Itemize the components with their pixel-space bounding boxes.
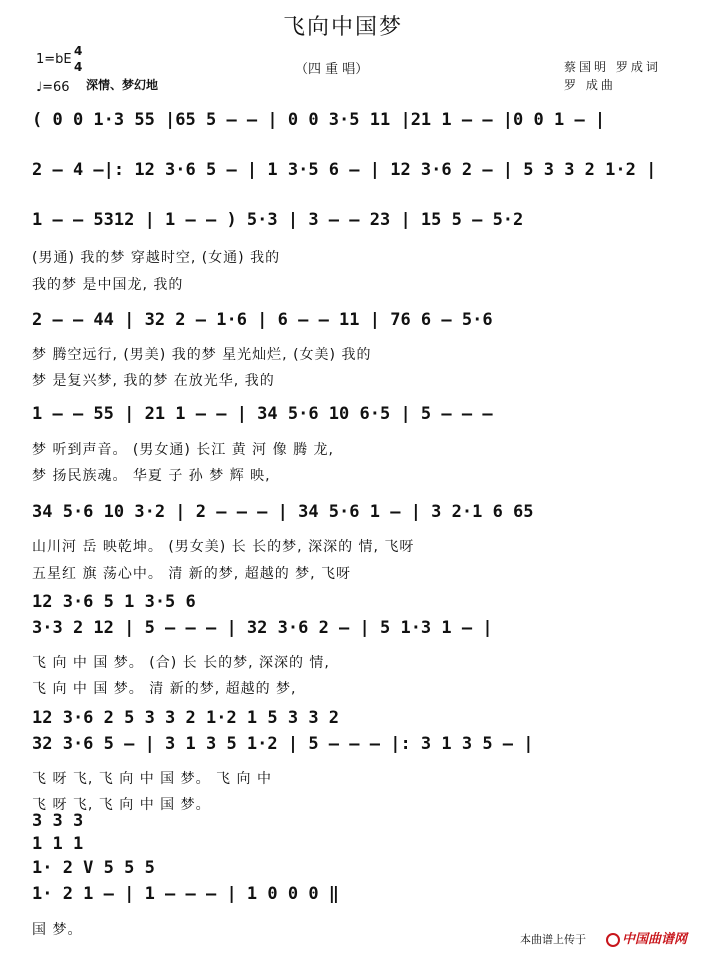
notation-line: 1· 2 V 5 5 5	[32, 858, 155, 878]
song-title: 飞向中国梦	[283, 15, 404, 40]
lyric-line: 梦 是复兴梦, 我的梦 在放光华, 我的	[32, 373, 275, 389]
notation-line: 32 3·6 5 — | 3 1 3 5 1·2 | 5 — — — |: 3 1 3 5 — |	[32, 734, 534, 754]
site-logo	[606, 928, 687, 947]
notation-line: 3 3 3	[32, 811, 84, 831]
lyric-line: (男通) 我的梦 穿越时空, (女通) 我的	[32, 250, 281, 266]
notation-line: 3·3 2 12 | 5 — — — | 32 3·6 2 — | 5 1·3 1 — |	[32, 618, 493, 638]
tempo-marking: ♩=66	[36, 80, 70, 95]
notation-line: 1 1 1	[32, 834, 84, 854]
lyric-line: 梦 听到声音。 (男女通) 长江 黄 河 像 腾 龙,	[32, 442, 334, 458]
lyric-line: 五星红 旗 荡心中。 清 新的梦, 超越的 梦, 飞呀	[32, 566, 352, 582]
upload-caption: 本曲谱上传于	[520, 933, 586, 946]
expression-marking: 深情、梦幻地	[86, 78, 159, 92]
notation-line: 34 5·6 10 3·2 | 2 — — — | 34 5·6 1 — | 3 2·1 6 65	[32, 502, 534, 522]
notation-line: 2 — — 44 | 32 2 — 1·6 | 6 — — 11 | 76 6 — 5·6	[32, 310, 493, 330]
lyric-line: 梦 扬民族魂。 华夏 子 孙 梦 辉 映,	[32, 468, 271, 484]
lyric-line: 飞 呀 飞, 飞 向 中 国 梦。	[32, 797, 211, 813]
subtitle: （四 重 唱）	[295, 62, 369, 77]
lyric-line: 飞 向 中 国 梦。 清 新的梦, 超越的 梦,	[32, 681, 297, 697]
notation-line: ( 0 0 1·3 55 |65 5 — — | 0 0 3·5 11 |21 1 — — |0 0 1 — |	[32, 110, 606, 130]
lyricist-credit: 蔡国明 罗成词	[564, 60, 661, 74]
time-signature-bottom: 4	[74, 60, 83, 74]
lyric-line: 飞 向 中 国 梦。 (合) 长 长的梦, 深深的 情,	[32, 655, 330, 671]
notation-line: 2 — 4 —|: 12 3·6 5 — | 1 3·5 6 — | 12 3·6 2 — | 5 3 3 2 1·2 |	[32, 160, 657, 180]
lyric-line: 山川河 岳 映乾坤。 (男女美) 长 长的梦, 深深的 情, 飞呀	[32, 539, 415, 555]
key-signature: 1=bE	[36, 52, 72, 67]
notation-line: 12 3·6 5 1 3·5 6	[32, 592, 196, 612]
notation-line: 1· 2 1 — | 1 — — — | 1 0 0 0 ‖	[32, 884, 340, 904]
lyric-line: 国 梦。	[32, 922, 83, 938]
notation-line: 12 3·6 2 5 3 3 2 1·2 1 5 3 3 2	[32, 708, 340, 728]
site-logo-icon	[606, 933, 620, 947]
composer-credit: 罗 成曲	[564, 78, 616, 92]
time-signature-top: 4	[74, 44, 83, 58]
notation-line: 1 — — 55 | 21 1 — — | 34 5·6 10 6·5 | 5 — — —	[32, 404, 493, 424]
lyric-line: 梦 腾空远行, (男美) 我的梦 星光灿烂, (女美) 我的	[32, 347, 372, 363]
site-name: 中国曲谱网	[622, 932, 688, 947]
notation-line: 1 — — 5312 | 1 — — ) 5·3 | 3 — — 23 | 15 5 — 5·2	[32, 210, 524, 230]
lyric-line: 我的梦 是中国龙, 我的	[32, 277, 184, 293]
lyric-line: 飞 呀 飞, 飞 向 中 国 梦。 飞 向 中	[32, 771, 272, 787]
